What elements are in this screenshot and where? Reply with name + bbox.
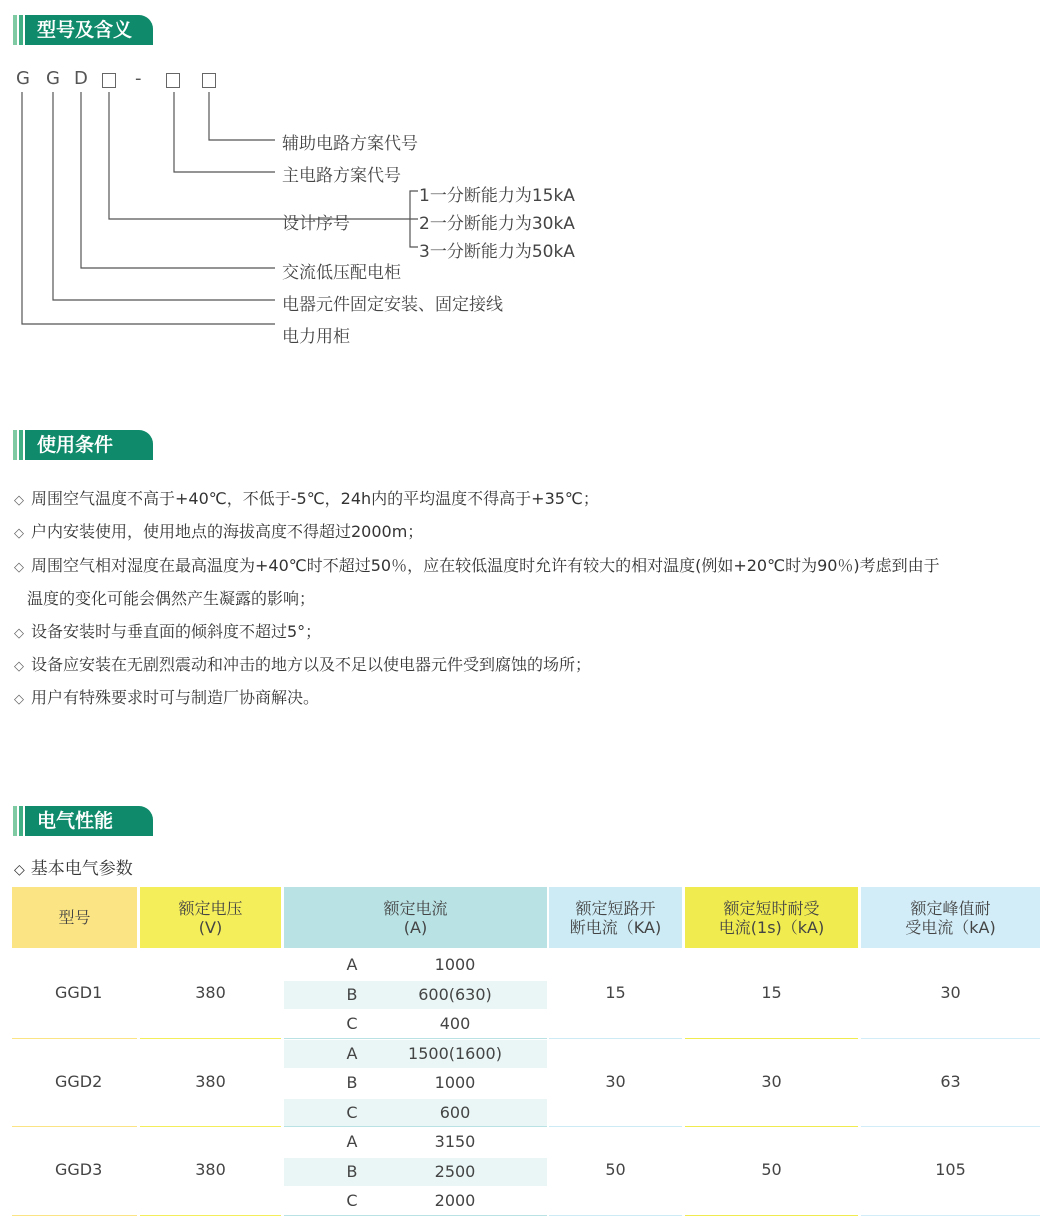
header-text: 断电流（KA) [569, 917, 662, 937]
current-grade: C [346, 1191, 358, 1210]
subheading [14, 854, 133, 879]
cell-peak: 30 [940, 983, 961, 1003]
cell-voltage: 380 [195, 1160, 226, 1180]
model-letter: G [46, 68, 60, 89]
subheading-text: 基本电气参数 [30, 859, 133, 879]
condition-item [14, 652, 591, 675]
condition-text: 设备应安装在无剧烈震动和冲击的地方以及不足以使电器元件受到腐蚀的场所； [31, 655, 592, 674]
current-grade: B [346, 1161, 358, 1181]
current-value: 600(630) [418, 984, 492, 1004]
tree-label-main: 主电路方案代号 [282, 166, 401, 186]
row-separator [861, 1038, 1040, 1039]
diamond-icon: ◇ [14, 526, 24, 541]
cell-peak: 63 [940, 1071, 961, 1091]
row-separator [549, 1215, 682, 1216]
header-accent-bar [19, 806, 23, 836]
row-separator [861, 1215, 1040, 1216]
header-short-time [685, 887, 858, 948]
cell-model: GGD3 [55, 1160, 103, 1180]
cell-time: 15 [761, 983, 782, 1003]
row-separator [140, 1038, 281, 1039]
condition-item [14, 685, 319, 708]
diamond-icon: ◇ [14, 659, 24, 674]
current-grade: B [346, 984, 358, 1004]
row-separator [284, 1038, 547, 1039]
row-separator [12, 1126, 137, 1127]
row-separator [685, 1126, 858, 1127]
diamond-icon: ◇ [14, 626, 24, 641]
row-separator [284, 1215, 547, 1216]
row-separator [140, 1126, 281, 1127]
condition-item [14, 553, 940, 576]
tree-label-power: 电力用柜 [282, 327, 350, 347]
header-accent-bar [13, 806, 17, 836]
current-grade: B [346, 1073, 358, 1092]
tree-label-option: 3一分断能力为50kA [419, 242, 575, 262]
condition-item [14, 519, 423, 542]
cell-voltage: 380 [195, 983, 226, 1003]
row-separator [140, 1215, 281, 1216]
current-value: 1000 [434, 955, 476, 974]
current-value: 2000 [434, 1191, 476, 1210]
cell-short: 30 [605, 1071, 626, 1091]
header-voltage [140, 887, 281, 948]
cell-peak: 105 [935, 1160, 966, 1180]
tree-label-option: 1一分断能力为15kA [419, 186, 575, 206]
cell-short: 15 [605, 983, 626, 1003]
diamond-icon: ◇ [14, 862, 25, 878]
cell-short: 50 [605, 1160, 626, 1180]
cell-time: 50 [761, 1160, 782, 1180]
header-text: 额定峰值耐 [910, 898, 991, 918]
header-text: 额定短路开 [575, 898, 656, 918]
header-accent-bar [19, 15, 23, 45]
diamond-icon: ◇ [14, 560, 24, 575]
header-accent-bar [13, 15, 17, 45]
current-grade: A [346, 1132, 358, 1151]
row-separator [685, 1038, 858, 1039]
header-accent-bar [19, 430, 23, 460]
section-title: 型号及含义 [25, 15, 153, 45]
current-value: 1500(1600) [408, 1043, 502, 1063]
diamond-icon: ◇ [14, 493, 24, 508]
current-grade: A [346, 955, 358, 974]
cell-time: 30 [761, 1071, 782, 1091]
row-separator [685, 1215, 858, 1216]
row-separator [549, 1038, 682, 1039]
header-text: (A) [403, 917, 428, 937]
model-letter: G [16, 68, 30, 89]
current-value: 400 [439, 1014, 471, 1033]
condition-item [14, 486, 599, 509]
cell-model: GGD2 [55, 1071, 103, 1091]
header-short-circuit [549, 887, 682, 948]
condition-item-continued: 温度的变化可能会偶然产生凝露的影响； [27, 589, 316, 608]
header-text: (V) [198, 917, 223, 937]
row-separator [12, 1215, 137, 1216]
cell-model: GGD1 [55, 983, 103, 1003]
header-accent-bar [13, 430, 17, 460]
row-separator [284, 1126, 547, 1127]
current-grade: C [346, 1014, 358, 1033]
diamond-icon: ◇ [14, 692, 24, 707]
header-text: 受电流（kA) [905, 917, 996, 937]
condition-text: 周围空气温度不高于+40℃，不低于-5℃，24h内的平均温度不得高于+35℃； [31, 489, 599, 508]
current-grade: A [346, 1043, 358, 1063]
condition-item [14, 619, 321, 642]
header-text: 型号 [58, 908, 91, 927]
model-letter: D [74, 68, 88, 89]
condition-text: 用户有特殊要求时可与制造厂协商解决。 [31, 688, 320, 707]
model-dash: - [135, 68, 142, 89]
header-peak [861, 887, 1040, 948]
condition-text: 周围空气相对湿度在最高温度为+40℃时不超过50％，应在较低温度时允许有较大的相对温度(例如+20℃时为90％)考虑到由于 [31, 556, 940, 575]
tree-label-aux: 辅助电路方案代号 [282, 134, 418, 154]
current-grade: C [346, 1102, 358, 1122]
header-current [284, 887, 547, 948]
tree-label-fixed: 电器元件固定安装、固定接线 [282, 295, 503, 315]
header-text: 额定电流 [383, 898, 448, 918]
row-separator [12, 1038, 137, 1039]
condition-text: 户内安装使用，使用地点的海拔高度不得超过2000m； [31, 522, 424, 541]
header-text: 额定短时耐受 [723, 898, 820, 918]
tree-label-ac: 交流低压配电柜 [282, 263, 401, 283]
current-value: 3150 [434, 1132, 476, 1151]
header-text: 电流(1s)（kA) [718, 917, 825, 937]
tree-label-option: 2一分断能力为30kA [419, 214, 575, 234]
current-value: 2500 [434, 1161, 476, 1181]
header-text: 额定电压 [178, 898, 243, 918]
section-title: 电气性能 [25, 806, 153, 836]
cell-voltage: 380 [195, 1071, 226, 1091]
tree-label-design: 设计序号 [282, 214, 350, 234]
section-title: 使用条件 [25, 430, 153, 460]
condition-text: 设备安装时与垂直面的倾斜度不超过5°； [31, 622, 322, 641]
current-value: 600 [439, 1102, 471, 1122]
row-separator [549, 1126, 682, 1127]
header-model [12, 887, 137, 948]
row-separator [861, 1126, 1040, 1127]
current-value: 1000 [434, 1073, 476, 1092]
